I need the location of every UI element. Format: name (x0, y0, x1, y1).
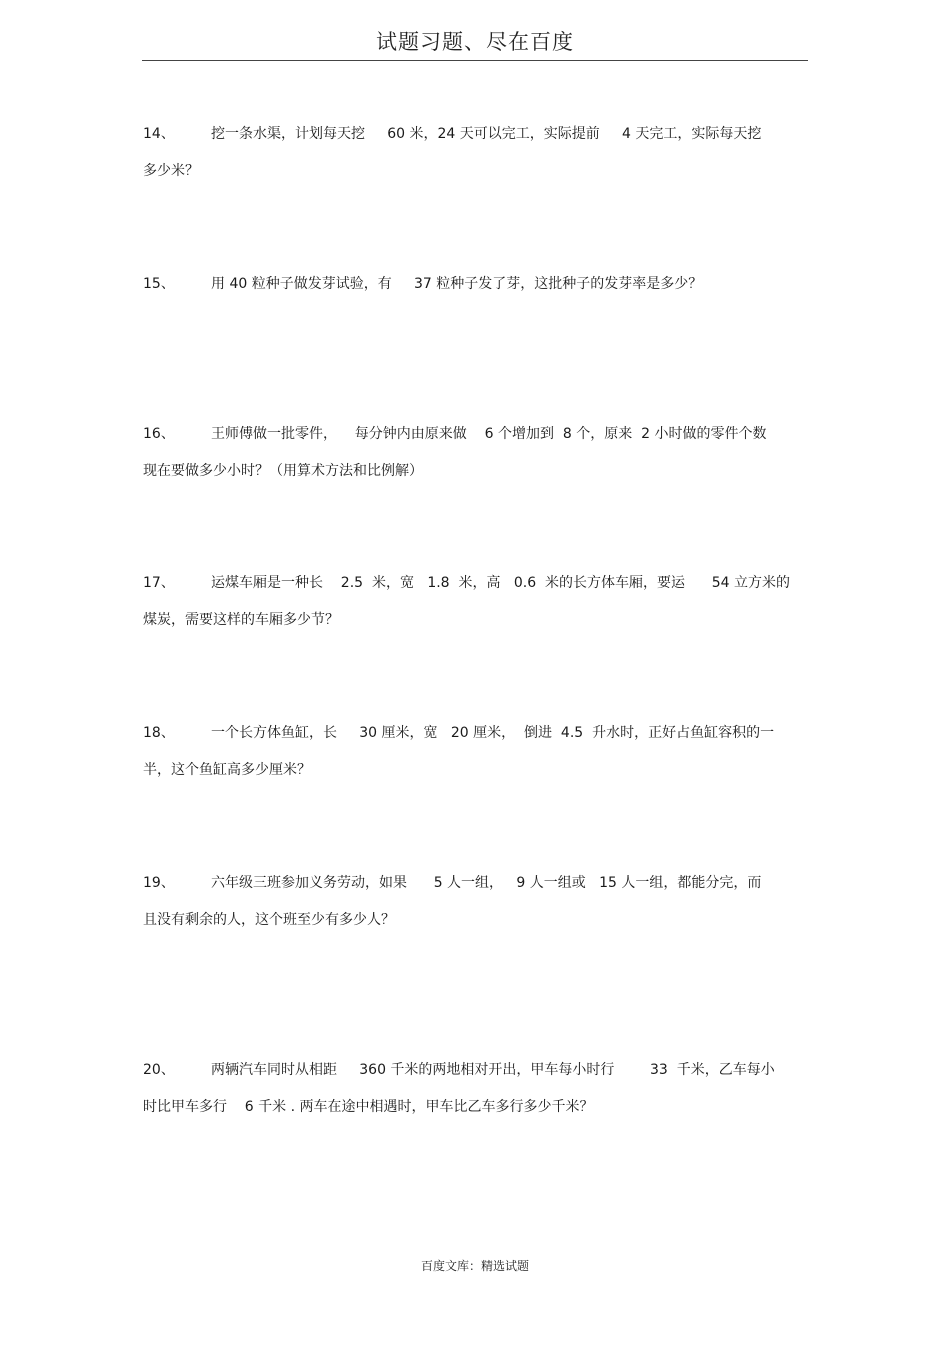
question-number: 14、 (143, 126, 175, 142)
question-line-1 (143, 116, 803, 153)
question-17 (143, 565, 803, 639)
header-divider (142, 60, 808, 61)
question-number: 18、 (143, 725, 175, 741)
question-18 (143, 715, 803, 789)
page-header-title: 试题习题、尽在百度 (376, 30, 574, 54)
question-number: 15、 (143, 276, 175, 292)
question-line-2: 多少米？ (143, 163, 199, 179)
question-15 (143, 266, 803, 303)
question-line-2: 煤炭，需要这样的车厢多少节？ (143, 612, 339, 628)
question-19 (143, 865, 803, 939)
question-number: 17、 (143, 575, 175, 591)
question-text: 用 40 粒种子做发芽试验，有 37 粒种子发了芽，这批种子的发芽率是多少？ (211, 276, 703, 292)
question-line-2: 时比甲车多行 6 千米 . 两车在途中相遇时，甲车比乙车多行多少千米？ (143, 1099, 594, 1115)
question-line-1 (143, 266, 803, 303)
question-line-2: 现在要做多少小时？（用算术方法和比例解） (143, 463, 423, 479)
question-line-1 (143, 715, 803, 752)
question-text: 六年级三班参加义务劳动，如果 5 人一组， 9 人一组或 15 人一组，都能分完，而 (211, 875, 762, 891)
question-line-1 (143, 565, 803, 602)
question-number: 19、 (143, 875, 175, 891)
question-14 (143, 116, 803, 190)
question-text: 一个长方体鱼缸，长 30 厘米，宽 20 厘米， 倒进 4.5 升水时，正好占鱼缸容积的一 (211, 725, 775, 741)
question-line-1 (143, 865, 803, 902)
question-line-2: 且没有剩余的人，这个班至少有多少人？ (143, 912, 395, 928)
question-text: 运煤车厢是一种长 2.5 米，宽 1.8 米，高 0.6 米的长方体车厢，要运 54 立方米的 (211, 575, 790, 591)
question-line-1 (143, 1052, 803, 1089)
question-text: 挖一条水渠，计划每天挖 60 米，24 天可以完工，实际提前 4 天完工，实际每天挖 (211, 126, 762, 142)
question-number: 20、 (143, 1062, 175, 1078)
page-footer: 百度文库：精选试题 (420, 1259, 529, 1273)
question-text: 王师傅做一批零件， 每分钟内由原来做 6 个增加到 8 个，原来 2 小时做的零件个数 (211, 426, 767, 442)
question-line-1 (143, 416, 803, 453)
question-number: 16、 (143, 426, 175, 442)
question-20 (143, 1052, 803, 1126)
question-line-2: 半，这个鱼缸高多少厘米？ (143, 762, 311, 778)
question-16 (143, 416, 803, 490)
question-text: 两辆汽车同时从相距 360 千米的两地相对开出，甲车每小时行 33 千米，乙车每小 (211, 1062, 775, 1078)
